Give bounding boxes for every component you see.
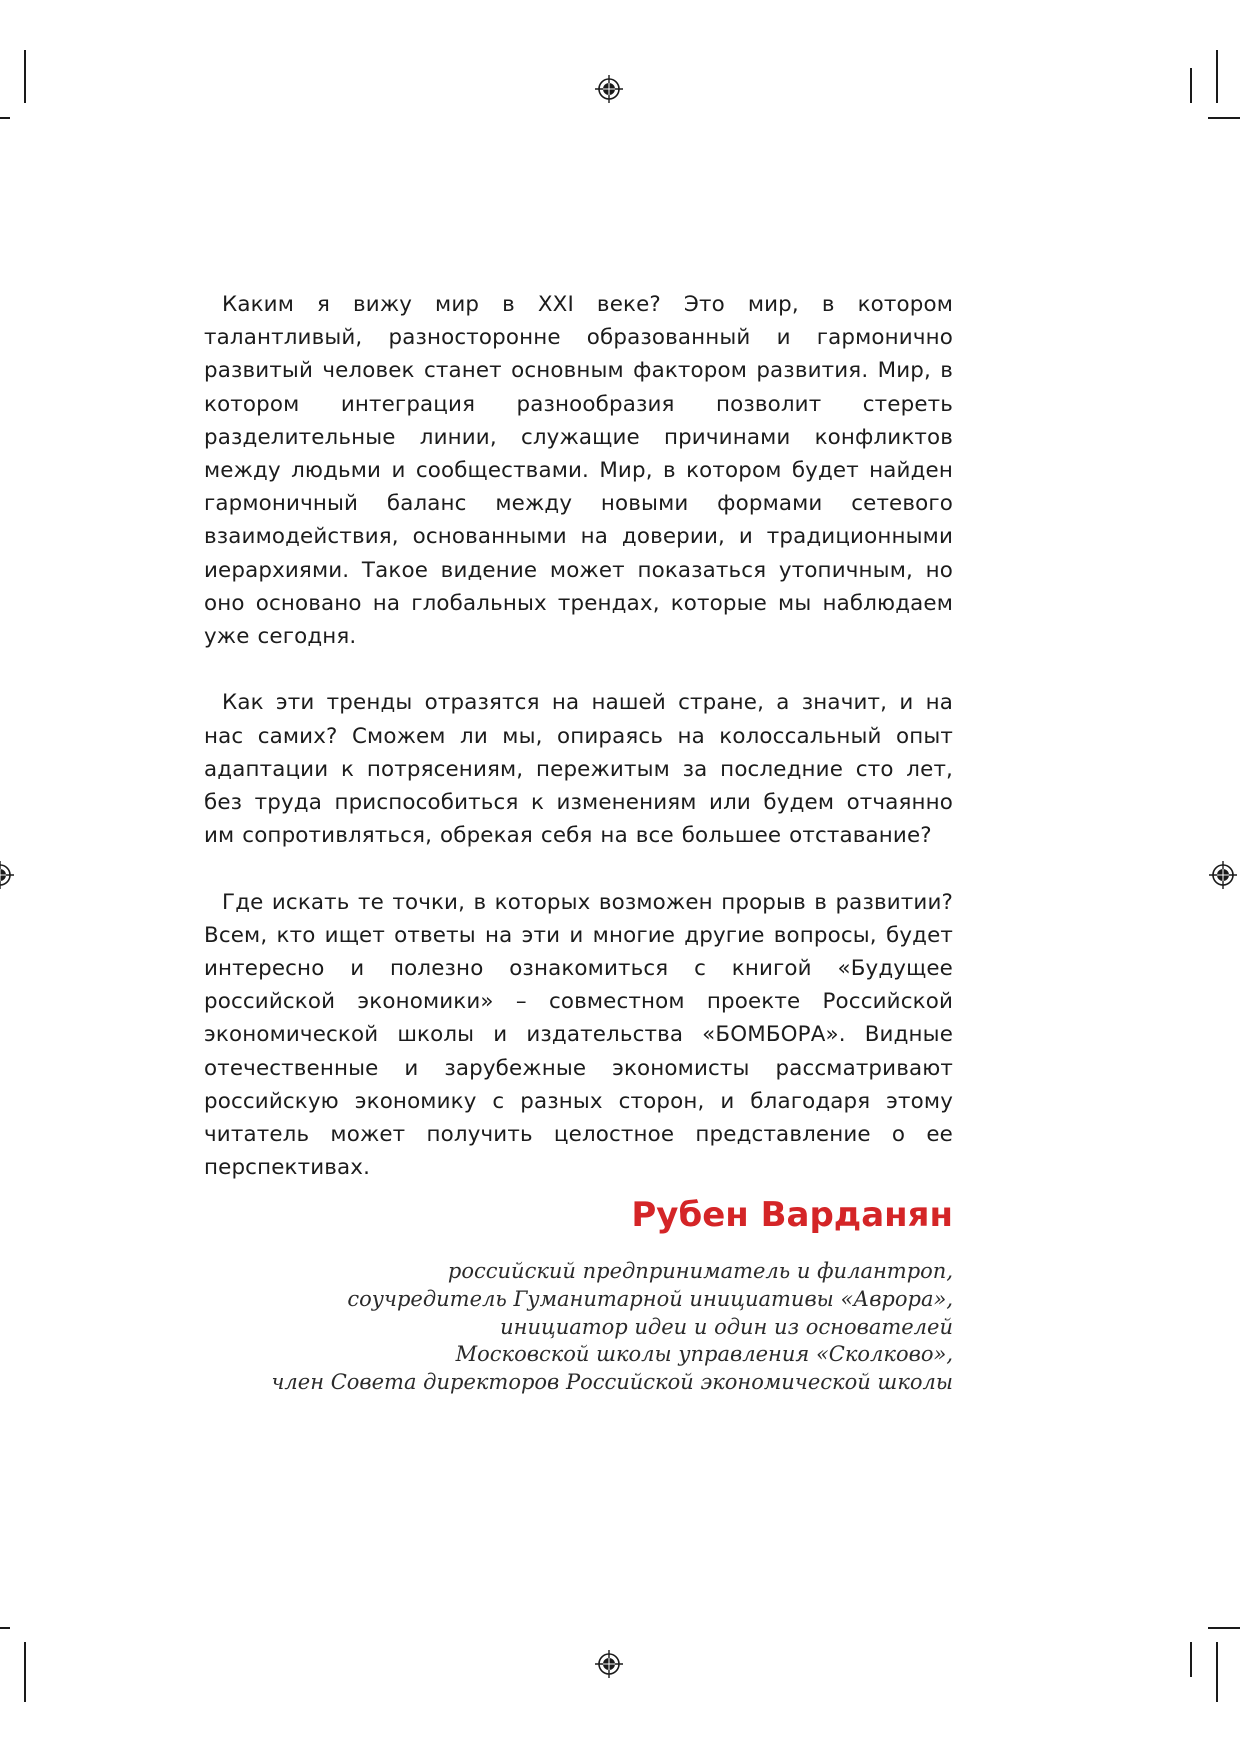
registration-mark-icon <box>1208 860 1238 890</box>
credential-line: инициатор идеи и один из основателей <box>500 1314 953 1339</box>
crop-mark-icon <box>0 1627 10 1629</box>
crop-mark-icon <box>1190 68 1192 103</box>
crop-mark-icon <box>24 50 26 103</box>
crop-mark-icon <box>1216 1642 1218 1702</box>
crop-mark-icon <box>0 117 10 119</box>
crop-mark-icon <box>1208 117 1240 119</box>
registration-mark-icon <box>594 74 624 104</box>
crop-mark-icon <box>1208 1627 1240 1629</box>
crop-mark-icon <box>1216 50 1218 103</box>
crop-mark-icon <box>24 1642 26 1702</box>
author-credentials <box>271 1258 953 1397</box>
body-text <box>204 288 953 1184</box>
author-name: Рубен Варданян <box>631 1195 953 1235</box>
paragraph: Как эти тренды отразятся на нашей стране, а значит, и на нас самих? Сможем ли мы, опираясь на колоссальный опыт адаптации к потрясениям, пережитым за последние сто лет, без труда приспособиться к изменениям или будем отчаянно им сопротивляться, обрекая себя на все большее отставание? <box>204 690 953 849</box>
paragraph: Где искать те точки, в которых возможен прорыв в развитии? Всем, кто ищет ответы на эти и многие другие вопросы, будет интересно и полезно ознакомиться с книгой «Будущее российской экономики» – совместном проекте Российской экономической школы и издательства «БОМБОРА». Видные отечественные и зарубежные экономисты рассматривают российскую экономику с разных сторон, и благодаря этому читатель может получить целостное представление о ее перспективах. <box>204 889 953 1181</box>
paragraph: Каким я вижу мир в XXI веке? Это мир, в котором талантливый, разносторонне образованный и гармонично развитый человек станет основным фактором развития. Мир, в котором интеграция разнообразия позволит стереть разделительные линии, служащие причинами конфликтов между людьми и сообществами. Мир, в котором будет найден гармоничный баланс между новыми формами сетевого взаимодействия, основанными на доверии, и традиционными иерархиями. Такое видение может показаться утопичным, но оно основано на глобальных трендах, которые мы наблюдаем уже сегодня. <box>204 292 953 650</box>
credential-line: соучредитель Гуманитарной инициативы «Аврора», <box>347 1286 953 1311</box>
registration-mark-icon <box>594 1649 624 1679</box>
registration-mark-icon <box>0 860 15 890</box>
credential-line: российский предприниматель и филантроп, <box>447 1259 953 1283</box>
credential-line: Московской школы управления «Сколково», <box>455 1342 953 1367</box>
crop-mark-icon <box>1190 1642 1192 1677</box>
credential-line: член Совета директоров Российской экономической школы <box>271 1370 953 1395</box>
